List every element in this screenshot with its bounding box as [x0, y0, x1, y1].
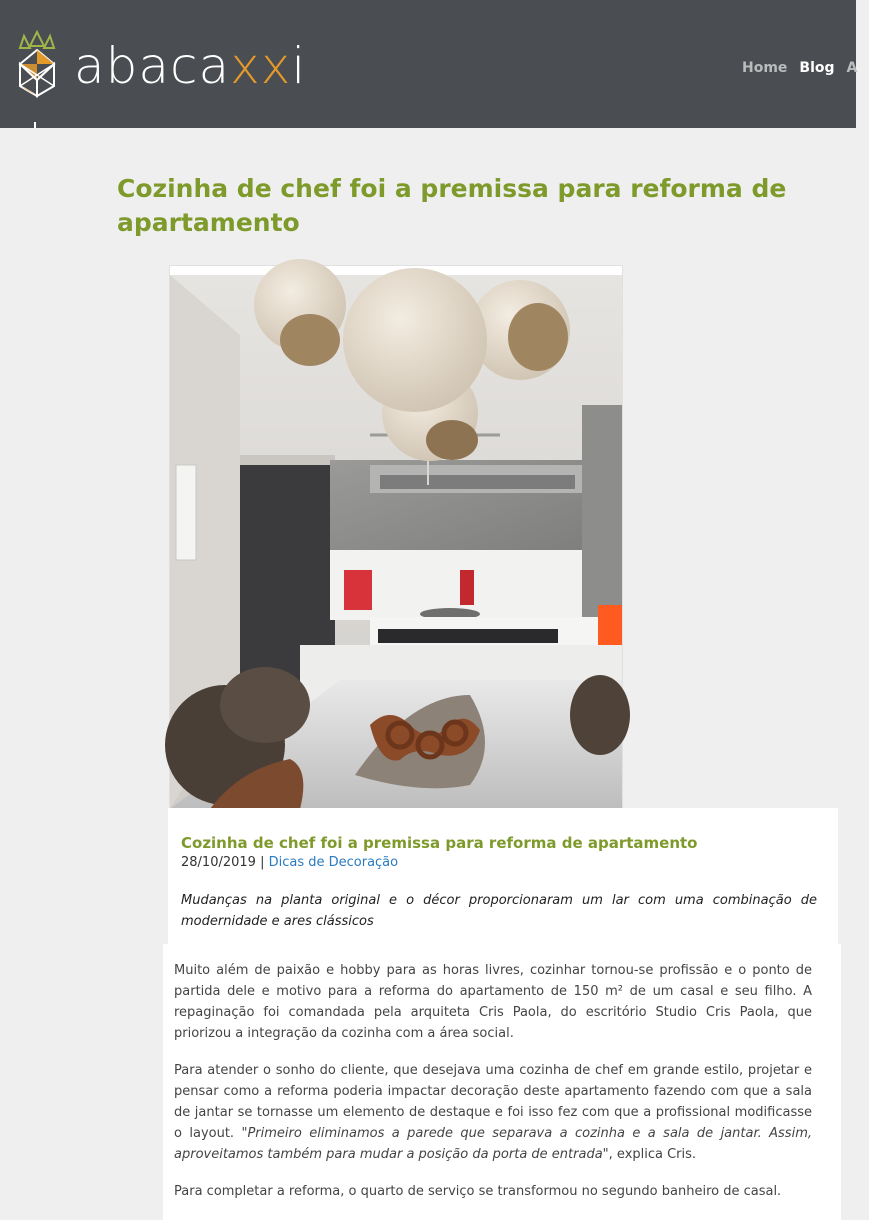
post-card	[168, 808, 838, 944]
nav-item-truncated[interactable]: A	[846, 60, 858, 76]
paragraph-2-end: , explica Cris.	[608, 1147, 697, 1162]
category-link[interactable]: Dicas de Decoração	[268, 855, 399, 870]
post-meta	[181, 855, 398, 870]
page-title: Cozinha de chef foi a premissa para reforma de apartamento	[117, 174, 787, 237]
logo-text-end: i	[291, 37, 307, 95]
logo-text-main: abaca	[74, 37, 231, 95]
paragraph-1: Muito além de paixão e hobby para as horas livres, cozinhar tornou-se profissão e o ponto de partida dele e motivo para a reforma do apartamento de 150 m² de um casal e seu filho. A repaginação foi comandada pela arquiteta Cris Paola, do escritório Studio Cris Paola, que priorizou a integração da cozinha com a área social.	[174, 963, 812, 1041]
featured-image[interactable]	[170, 275, 622, 809]
featured-image-frame	[169, 265, 623, 811]
logo-text-accent: xx	[230, 37, 292, 95]
meta-separator: |	[255, 855, 269, 870]
site-header	[0, 0, 856, 128]
post-title-link[interactable]: Cozinha de chef foi a premissa para reforma de apartamento	[181, 834, 698, 852]
pineapple-logo-icon	[14, 30, 60, 100]
kitchen-photo	[170, 275, 622, 809]
nav-item-home[interactable]: Home	[742, 60, 788, 76]
nav-item-blog[interactable]: Blog	[799, 60, 835, 76]
post-body	[163, 944, 841, 1220]
paragraph-2-quote: "Primeiro eliminamos a parede que separava a cozinha e a sala de jantar. Assim, aproveitamos também para mudar a posição da porta de entrada"	[174, 1126, 812, 1162]
main-nav	[742, 60, 869, 76]
header-divider	[34, 122, 36, 128]
paragraph-2	[174, 1060, 812, 1165]
post-lead: Mudanças na planta original e o décor proporcionaram um lar com uma combinação de modernidade e ares clássicos	[181, 893, 817, 929]
paragraph-2-text: Para atender o sonho do cliente, que desejava uma cozinha de chef em grande estilo, projetar e pensar como a reforma poderia impactar decoração deste apartamento fazendo com que a sala de jantar se tornasse um elemento de destaque e foi isso fez com que a profissional modificasse o layout.	[174, 1063, 812, 1141]
logo-wordmark	[74, 36, 306, 96]
site-logo[interactable]	[14, 30, 307, 100]
paragraph-3: Para completar a reforma, o quarto de serviço se transformou no segundo banheiro de casal.	[174, 1184, 782, 1199]
post-date: 28/10/2019	[181, 855, 256, 870]
